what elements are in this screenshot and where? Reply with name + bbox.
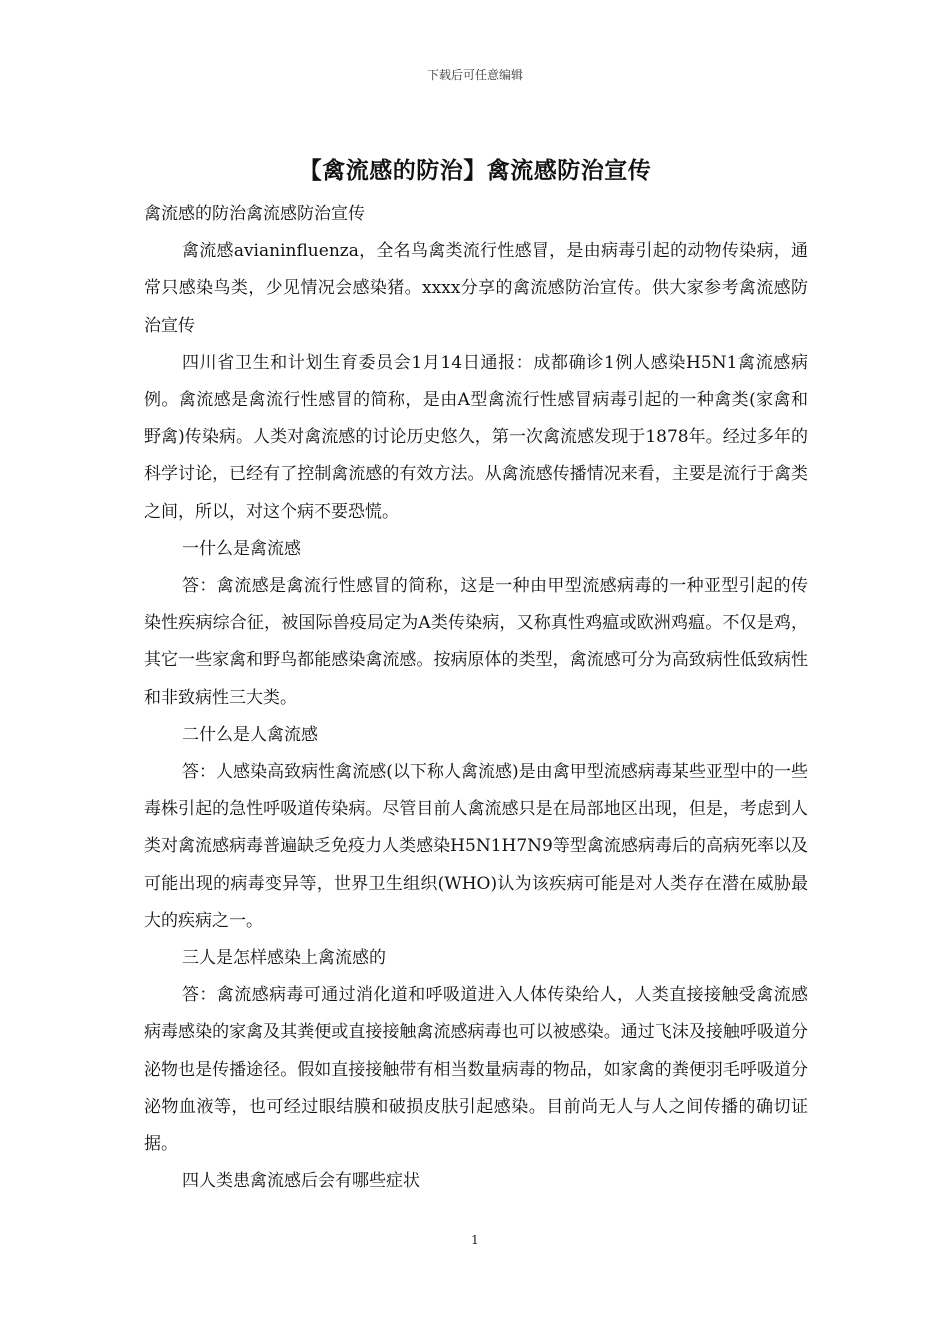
header-note: 下载后可任意编辑 [426,68,523,82]
section-heading-2: 二什么是人禽流感 [182,724,318,745]
document-subtitle: 禽流感的防治禽流感防治宣传 [144,204,365,224]
paragraph-answer-1: 答：禽流感是禽流行性感冒的简称，这是一种由甲型流感病毒的一种亚型引起的传染性疾病综合征，被国际兽疫局定为A类传染病，又称真性鸡瘟或欧洲鸡瘟。不仅是鸡，其它一些家禽和野鸟都能感染禽流感。按病原体的类型，禽流感可分为高致病性低致病性和非致病性三大类。 [144,576,808,708]
document-title: 【禽流感的防治】禽流感防治宣传 [298,158,652,184]
document-body [144,196,808,1200]
paragraph-answer-2: 答：人感染高致病性禽流感(以下称人禽流感)是由禽甲型流感病毒某些亚型中的一些毒株引起的急性呼吸道传染病。尽管目前人禽流感只是在局部地区出现，但是，考虑到人类对禽流感病毒普遍缺乏免疫力人类感染H5N1H7N9等型禽流感病毒后的高病死率以及可能出现的病毒变异等，世界卫生组织(WHO)认为该疾病可能是对人类存在潜在威胁最大的疾病之一。 [144,762,808,931]
section-heading-3: 三人是怎样感染上禽流感的 [182,948,386,969]
section-heading-1: 一什么是禽流感 [182,538,301,559]
page-number: 1 [471,1233,479,1247]
section-heading-4: 四人类患禽流感后会有哪些症状 [182,1171,420,1192]
paragraph-intro: 禽流感avianinfluenza，全名鸟禽类流行性感冒，是由病毒引起的动物传染病，通常只感染鸟类，少见情况会感染猪。xxxx分享的禽流感防治宣传。供大家参考禽流感防治宣传 [144,241,808,336]
paragraph-report: 四川省卫生和计划生育委员会1月14日通报：成都确诊1例人感染H5N1禽流感病例。禽流感是禽流行性感冒的简称，是由A型禽流行性感冒病毒引起的一种禽类(家禽和野禽)传染病。人类对禽流感的讨论历史悠久，第一次禽流感发现于1878年。经过多年的科学讨论，已经有了控制禽流感的有效方法。从禽流感传播情况来看，主要是流行于禽类之间，所以，对这个病不要恐慌。 [144,352,808,522]
paragraph-answer-3: 答：禽流感病毒可通过消化道和呼吸道进入人体传染给人，人类直接接触受禽流感病毒感染的家禽及其粪便或直接接触禽流感病毒也可以被感染。通过飞沫及接触呼吸道分泌物也是传播途径。假如直接接触带有相当数量病毒的物品，如家禽的粪便羽毛呼吸道分泌物血液等，也可经过眼结膜和破损皮肤引起感染。目前尚无人与人之间传播的确切证据。 [144,985,808,1155]
